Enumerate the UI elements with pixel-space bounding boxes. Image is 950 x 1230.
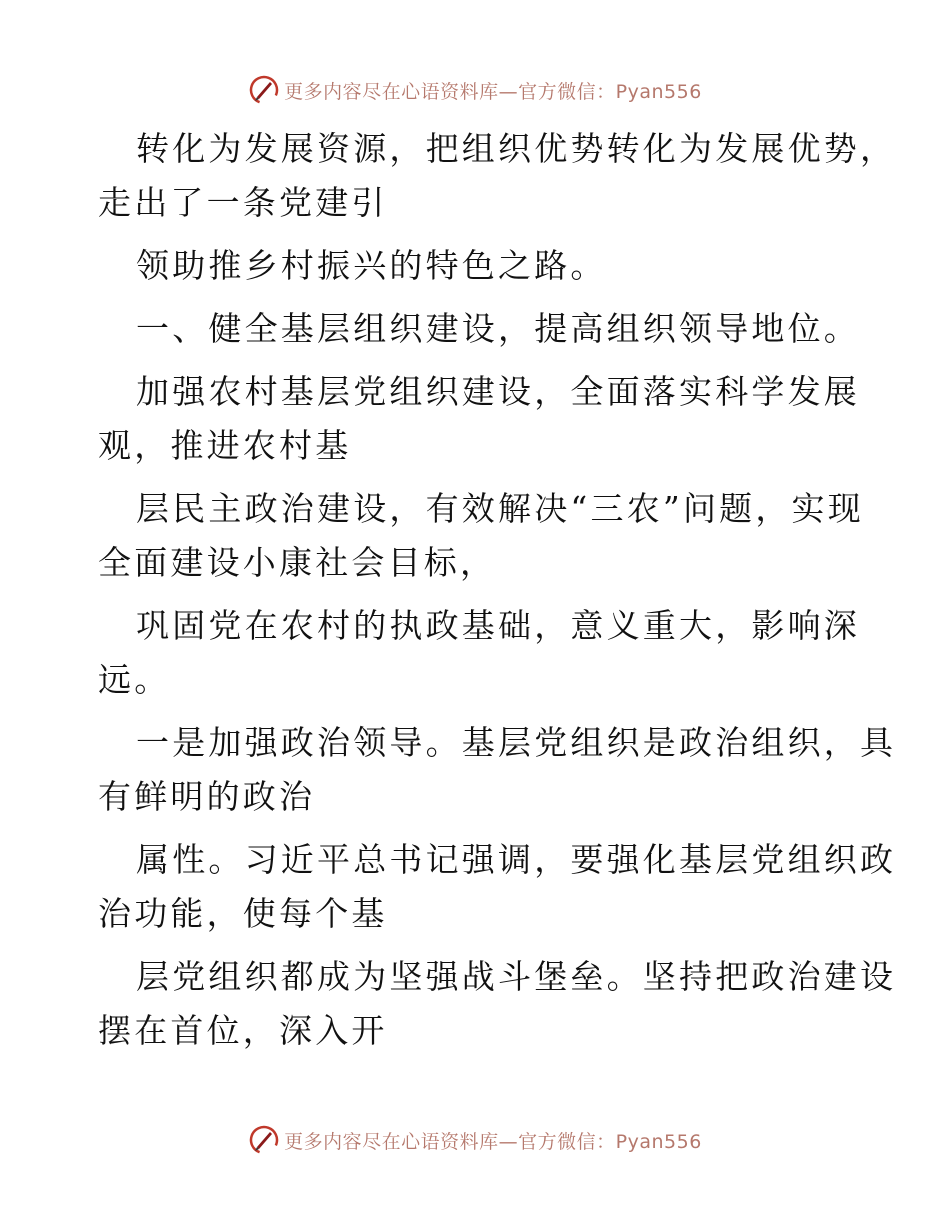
footer-watermark bbox=[0, 1120, 950, 1160]
paragraph bbox=[98, 833, 897, 941]
footer-watermark-text: 更多内容尽在心语资料库—官方微信：Pyan556 bbox=[284, 1130, 702, 1153]
paragraph-line: 走出了一条党建引 bbox=[98, 183, 388, 222]
paragraph bbox=[98, 950, 897, 1058]
document-body bbox=[98, 122, 897, 1067]
paragraph-line: 有鲜明的政治 bbox=[98, 777, 316, 816]
paragraph bbox=[98, 482, 868, 590]
paragraph-line: 一、健全基层组织建设，提高组织领导地位。 bbox=[136, 309, 860, 348]
header-watermark-text: 更多内容尽在心语资料库—官方微信：Pyan556 bbox=[284, 80, 702, 103]
quill-pen-circle-icon bbox=[248, 1124, 280, 1156]
paragraph bbox=[98, 122, 897, 230]
paragraph bbox=[98, 365, 868, 473]
header-watermark bbox=[0, 70, 950, 110]
paragraph bbox=[98, 599, 868, 707]
paragraph-line: 转化为发展资源，把组织优势转化为发展优势， bbox=[136, 129, 897, 168]
paragraph-line: 层民主政治建设，有效解决“三农”问题，实现 bbox=[136, 489, 864, 528]
quill-pen-circle-icon bbox=[248, 74, 280, 106]
paragraph-line: 远。 bbox=[98, 660, 171, 699]
paragraph-line: 观，推进农村基 bbox=[98, 426, 352, 465]
paragraph-line: 治功能，使每个基 bbox=[98, 894, 388, 933]
paragraph-line: 全面建设小康社会目标， bbox=[98, 543, 497, 582]
paragraph bbox=[98, 716, 897, 824]
paragraph-line: 层党组织都成为坚强战斗堡垒。坚持把政治建设 bbox=[136, 957, 897, 996]
paragraph-line: 一是加强政治领导。基层党组织是政治组织，具 bbox=[136, 723, 897, 762]
paragraph bbox=[98, 239, 868, 293]
paragraph-line: 属性。习近平总书记强调，要强化基层党组织政 bbox=[136, 840, 897, 879]
paragraph-line: 摆在首位，深入开 bbox=[98, 1011, 388, 1050]
paragraph bbox=[98, 302, 868, 356]
paragraph-line: 领助推乡村振兴的特色之路。 bbox=[136, 246, 607, 285]
paragraph-line: 加强农村基层党组织建设，全面落实科学发展 bbox=[136, 372, 860, 411]
paragraph-line: 巩固党在农村的执政基础，意义重大，影响深 bbox=[136, 606, 860, 645]
